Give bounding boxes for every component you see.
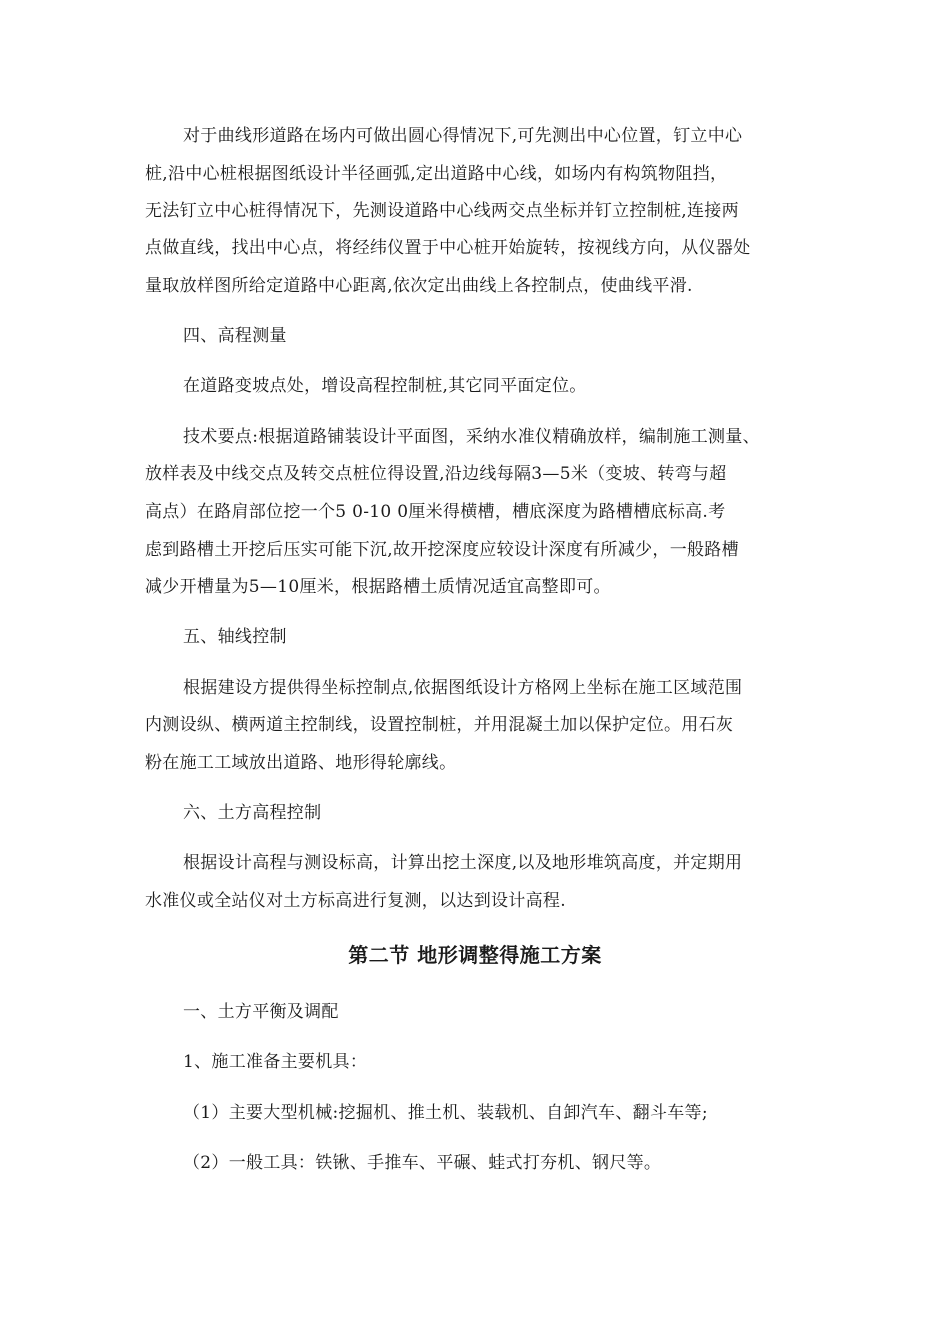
subheading-axis-control: 五、轴线控制	[183, 627, 287, 647]
paragraph-line: 根据设计高程与测设标高，计算出挖土深度,以及地形堆筑高度，并定期用	[183, 853, 743, 873]
paragraph-line: 水准仪或全站仪对土方标高进行复测，以达到设计高程.	[145, 891, 566, 911]
subheading-elevation-survey: 四、高程测量	[183, 326, 287, 346]
paragraph-line: 减少开槽量为5—10厘米，根据路槽土质情况适宜高整即可。	[145, 577, 611, 597]
list-item: 1、施工准备主要机具：	[183, 1052, 368, 1072]
list-item: （2）一般工具：铁锹、手推车、平碾、蛙式打夯机、钢尺等。	[183, 1153, 662, 1173]
subsection-title: 一、土方平衡及调配	[183, 1002, 339, 1022]
list-item: （1）主要大型机械:挖掘机、推土机、装载机、自卸汽车、翻斗车等;	[183, 1103, 708, 1123]
paragraph-line: 粉在施工工域放出道路、地形得轮廓线。	[145, 753, 457, 773]
paragraph-line: 量取放样图所给定道路中心距离,依次定出曲线上各控制点，使曲线平滑.	[145, 276, 693, 296]
paragraph-line: 桩,沿中心桩根据图纸设计半径画弧,定出道路中心线，如场内有构筑物阻挡，	[145, 164, 728, 184]
paragraph-line: 在道路变坡点处，增设高程控制桩,其它同平面定位。	[183, 376, 587, 396]
paragraph-line: 对于曲线形道路在场内可做出圆心得情况下,可先测出中心位置，钉立中心	[183, 126, 743, 146]
subheading-earthwork-elevation: 六、土方高程控制	[183, 803, 322, 823]
paragraph-line: 无法钉立中心桩得情况下，先测设道路中心线两交点坐标并钉立控制桩,连接两	[145, 201, 739, 221]
paragraph-line: 虑到路槽土开挖后压实可能下沉,故开挖深度应较设计深度有所减少，一般路槽	[145, 540, 739, 560]
paragraph-line: 高点）在路肩部位挖一个5 0-10 0厘米得横槽，槽底深度为路槽槽底标高.考	[145, 502, 726, 522]
section-heading: 第二节 地形调整得施工方案	[348, 943, 602, 967]
paragraph-line: 点做直线，找出中心点，将经纬仪置于中心桩开始旋转，按视线方向，从仪器处	[145, 238, 751, 258]
paragraph-line: 放样表及中线交点及转交点桩位得设置,沿边线每隔3—5米（变坡、转弯与超	[145, 464, 727, 484]
paragraph-line: 根据建设方提供得坐标控制点,依据图纸设计方格网上坐标在施工区域范围	[183, 678, 743, 698]
paragraph-line: 技术要点:根据道路铺装设计平面图，采纳水准仪精确放样，编制施工测量、	[183, 427, 760, 447]
paragraph-line: 内测设纵、横两道主控制线，设置控制桩，并用混凝土加以保护定位。用石灰	[145, 715, 734, 735]
